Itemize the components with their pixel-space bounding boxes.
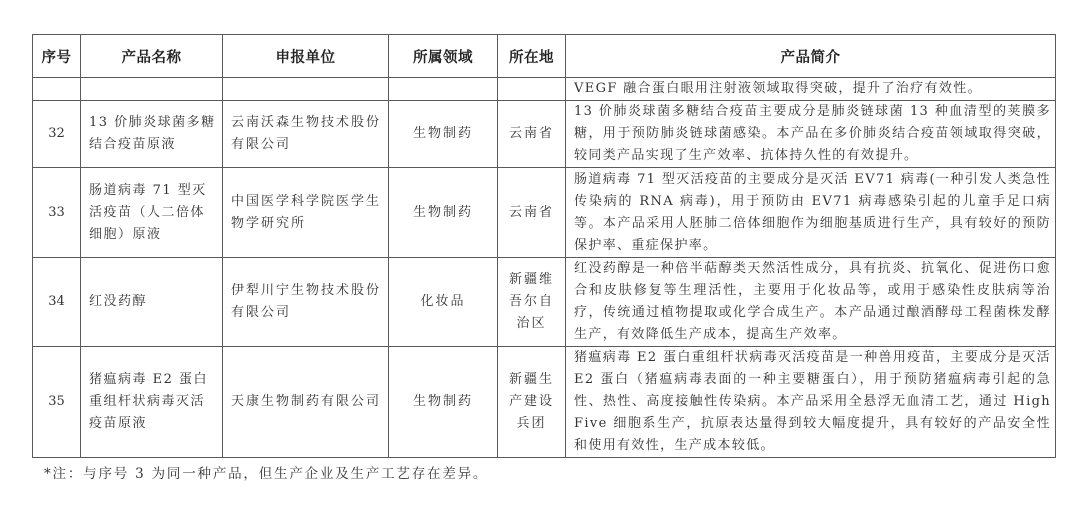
header-applicant-unit: 申报单位 [223, 35, 389, 78]
table-row [33, 347, 1056, 458]
footnote: *注：与序号 3 为同一种产品，但生产企业及生产工艺存在差异。 [44, 466, 489, 482]
cell-field [389, 78, 498, 101]
cell-applicant-unit: 伊犁川宁生物技术股份有限公司 [223, 258, 389, 347]
cell-field: 生物制药 [389, 101, 498, 168]
cell-no: 35 [33, 347, 81, 458]
cell-product-name: 猪瘟病毒 E2 蛋白重组杆状病毒灭活疫苗原液 [81, 347, 223, 458]
table-row [33, 168, 1056, 258]
cell-applicant-unit [223, 78, 389, 101]
cell-applicant-unit: 云南沃森生物技术股份有限公司 [223, 101, 389, 168]
cell-no: 33 [33, 168, 81, 258]
header-description: 产品简介 [566, 35, 1056, 78]
cell-field: 生物制药 [389, 347, 498, 458]
cell-product-name: 13 价肺炎球菌多糖结合疫苗原液 [81, 101, 223, 168]
cell-location [498, 78, 566, 101]
cell-no: 34 [33, 258, 81, 347]
cell-location: 新疆生产建设兵团 [498, 347, 566, 458]
cell-applicant-unit: 中国医学科学院医学生物学研究所 [223, 168, 389, 258]
cell-description: 红没药醇是一种倍半萜醇类天然活性成分，具有抗炎、抗氧化、促进伤口愈合和皮肤修复等生理活性，主要用于化妆品等，或用于感染性皮肤病等治疗，传统通过植物提取或化学合成生产。本产品通过酿酒酵母工程菌株发酵生产，有效降低生产成本，提高生产效率。 [566, 258, 1056, 347]
cell-product-name: 红没药醇 [81, 258, 223, 347]
cell-no [33, 78, 81, 101]
cell-product-name: 肠道病毒 71 型灭活疫苗（人二倍体细胞）原液 [81, 168, 223, 258]
table-row-continued [33, 78, 1056, 101]
table-row [33, 258, 1056, 347]
cell-location: 新疆维吾尔自治区 [498, 258, 566, 347]
cell-product-name [81, 78, 223, 101]
header-product-name: 产品名称 [81, 35, 223, 78]
cell-location: 云南省 [498, 168, 566, 258]
cell-description: 猪瘟病毒 E2 蛋白重组杆状病毒灭活疫苗是一种兽用疫苗，主要成分是灭活 E2 蛋白（猪瘟病毒表面的一种主要糖蛋白），用于预防猪瘟病毒引起的急性、热性、高度接触性传染病。本产品采用全悬浮无血清工艺，通过 High Five 细胞系生产，抗原表达量得到较大幅度提升，具有较好的产品安全性和使用有效性，生产成本较低。 [566, 347, 1056, 458]
cell-field: 化妆品 [389, 258, 498, 347]
cell-location: 云南省 [498, 101, 566, 168]
table-header-row [33, 35, 1056, 78]
header-no: 序号 [33, 35, 81, 78]
cell-no: 32 [33, 101, 81, 168]
header-location: 所在地 [498, 35, 566, 78]
cell-field: 生物制药 [389, 168, 498, 258]
cell-description: VEGF 融合蛋白眼用注射液领域取得突破，提升了治疗有效性。 [566, 78, 1056, 101]
table-row [33, 101, 1056, 168]
product-table [32, 34, 1056, 458]
header-field: 所属领域 [389, 35, 498, 78]
cell-applicant-unit: 天康生物制药有限公司 [223, 347, 389, 458]
cell-description: 13 价肺炎球菌多糖结合疫苗主要成分是肺炎链球菌 13 种血清型的荚膜多糖，用于预防肺炎链球菌感染。本产品在多价肺炎结合疫苗领域取得突破，较同类产品实现了生产效率、抗体持久性的有效提升。 [566, 101, 1056, 168]
cell-description: 肠道病毒 71 型灭活疫苗的主要成分是灭活 EV71 病毒(一种引发人类急性传染病的 RNA 病毒)，用于预防由 EV71 病毒感染引起的儿童手足口病等。本产品采用人胚肺二倍体细胞作为细胞基质进行生产，具有较好的预防保护率、重症保护率。 [566, 168, 1056, 258]
